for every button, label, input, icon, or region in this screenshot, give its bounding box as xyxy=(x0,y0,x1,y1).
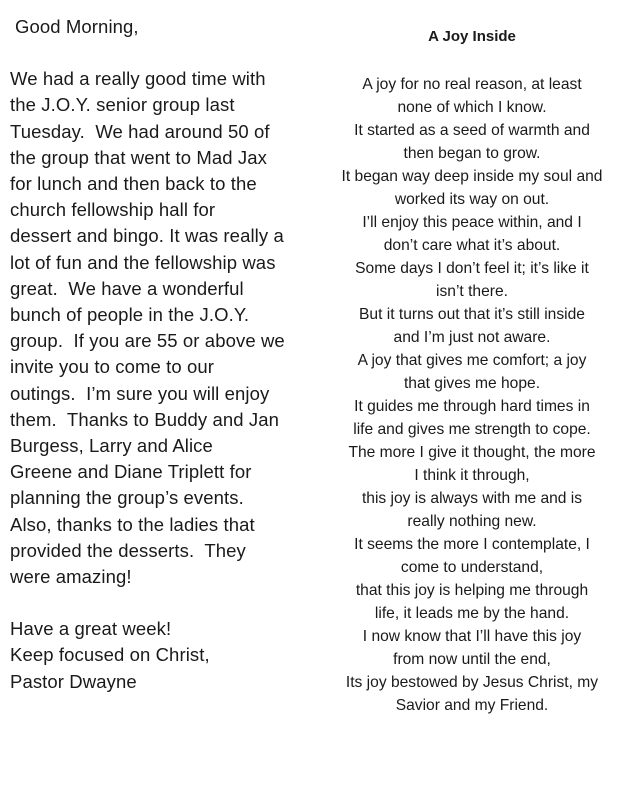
letter-body-line: Also, thanks to the ladies that xyxy=(10,513,255,535)
letter-body-line: were amazing! xyxy=(10,566,132,588)
pastor-letter xyxy=(10,14,310,695)
letter-greeting: Good Morning, xyxy=(15,16,139,37)
letter-body-line: the J.O.Y. senior group last xyxy=(10,94,235,116)
poem-line: Its joy bestowed by Jesus Christ, my xyxy=(345,674,599,691)
poem-line: Savior and my Friend. xyxy=(395,697,549,714)
letter-body-line: the group that went to Mad Jax xyxy=(10,146,268,168)
poem-line: life and gives me strength to cope. xyxy=(353,421,591,438)
letter-closing xyxy=(10,616,310,695)
letter-body-line: group. If you are 55 or above we xyxy=(10,330,285,352)
poem-line: It started as a seed of warmth and xyxy=(354,122,590,139)
letter-body-line: planning the group’s events. xyxy=(10,487,244,509)
poem xyxy=(322,27,622,717)
poem-line: It seems the more I contemplate, I xyxy=(354,536,590,553)
poem-line: The more I give it thought, the more xyxy=(348,444,596,461)
poem-line: It began way deep inside my soul and xyxy=(341,168,603,185)
poem-line: Some days I don’t feel it; it’s like it xyxy=(355,260,589,277)
poem-body xyxy=(322,73,622,717)
poem-title: A Joy Inside xyxy=(428,28,516,45)
poem-line: that this joy is helping me through xyxy=(355,582,589,599)
poem-line: It guides me through hard times in xyxy=(354,398,590,415)
letter-body-line: bunch of people in the J.O.Y. xyxy=(10,304,250,326)
letter-body-line: Tuesday. We had around 50 of xyxy=(10,120,270,142)
letter-body-line: Greene and Diane Triplett for xyxy=(10,461,252,483)
poem-line: But it turns out that it’s still inside xyxy=(359,306,585,323)
letter-body-line: for lunch and then back to the xyxy=(10,173,257,195)
letter-body-line: great. We have a wonderful xyxy=(10,277,244,299)
letter-closing-line: Have a great week! xyxy=(10,618,172,640)
poem-line: worked its way on out. xyxy=(394,191,550,208)
poem-line: and I’m just not aware. xyxy=(393,329,551,346)
letter-signature: Pastor Dwayne xyxy=(10,670,137,692)
letter-body xyxy=(10,66,310,590)
letter-body-line: provided the desserts. They xyxy=(10,539,246,561)
letter-closing-line: Keep focused on Christ, xyxy=(10,644,210,666)
poem-line: I think it through, xyxy=(414,467,530,484)
letter-body-line: lot of fun and the fellowship was xyxy=(10,251,276,273)
letter-body-line: outings. I’m sure you will enjoy xyxy=(10,382,270,404)
poem-line: come to understand, xyxy=(400,559,544,576)
poem-line: then began to grow. xyxy=(403,145,541,162)
poem-line: I’ll enjoy this peace within, and I xyxy=(362,214,582,231)
poem-line: this joy is always with me and is xyxy=(361,490,583,507)
letter-body-line: church fellowship hall for xyxy=(10,199,216,221)
letter-body-line: them. Thanks to Buddy and Jan xyxy=(10,408,280,430)
poem-line: isn’t there. xyxy=(436,283,508,300)
poem-line: A joy for no real reason, at least xyxy=(362,76,582,93)
poem-line: none of which I know. xyxy=(397,99,547,116)
poem-line: really nothing new. xyxy=(407,513,537,530)
poem-line: life, it leads me by the hand. xyxy=(374,605,570,622)
poem-line: from now until the end, xyxy=(393,651,551,668)
letter-body-line: invite you to come to our xyxy=(10,356,215,378)
poem-line: I now know that I’ll have this joy xyxy=(362,628,582,645)
letter-body-line: dessert and bingo. It was really a xyxy=(10,225,284,247)
poem-line: A joy that gives me comfort; a joy xyxy=(357,352,587,369)
letter-body-line: Burgess, Larry and Alice xyxy=(10,435,213,457)
letter-body-line: We had a really good time with xyxy=(10,68,266,90)
poem-line: that gives me hope. xyxy=(403,375,541,392)
poem-line: don’t care what it’s about. xyxy=(383,237,561,254)
